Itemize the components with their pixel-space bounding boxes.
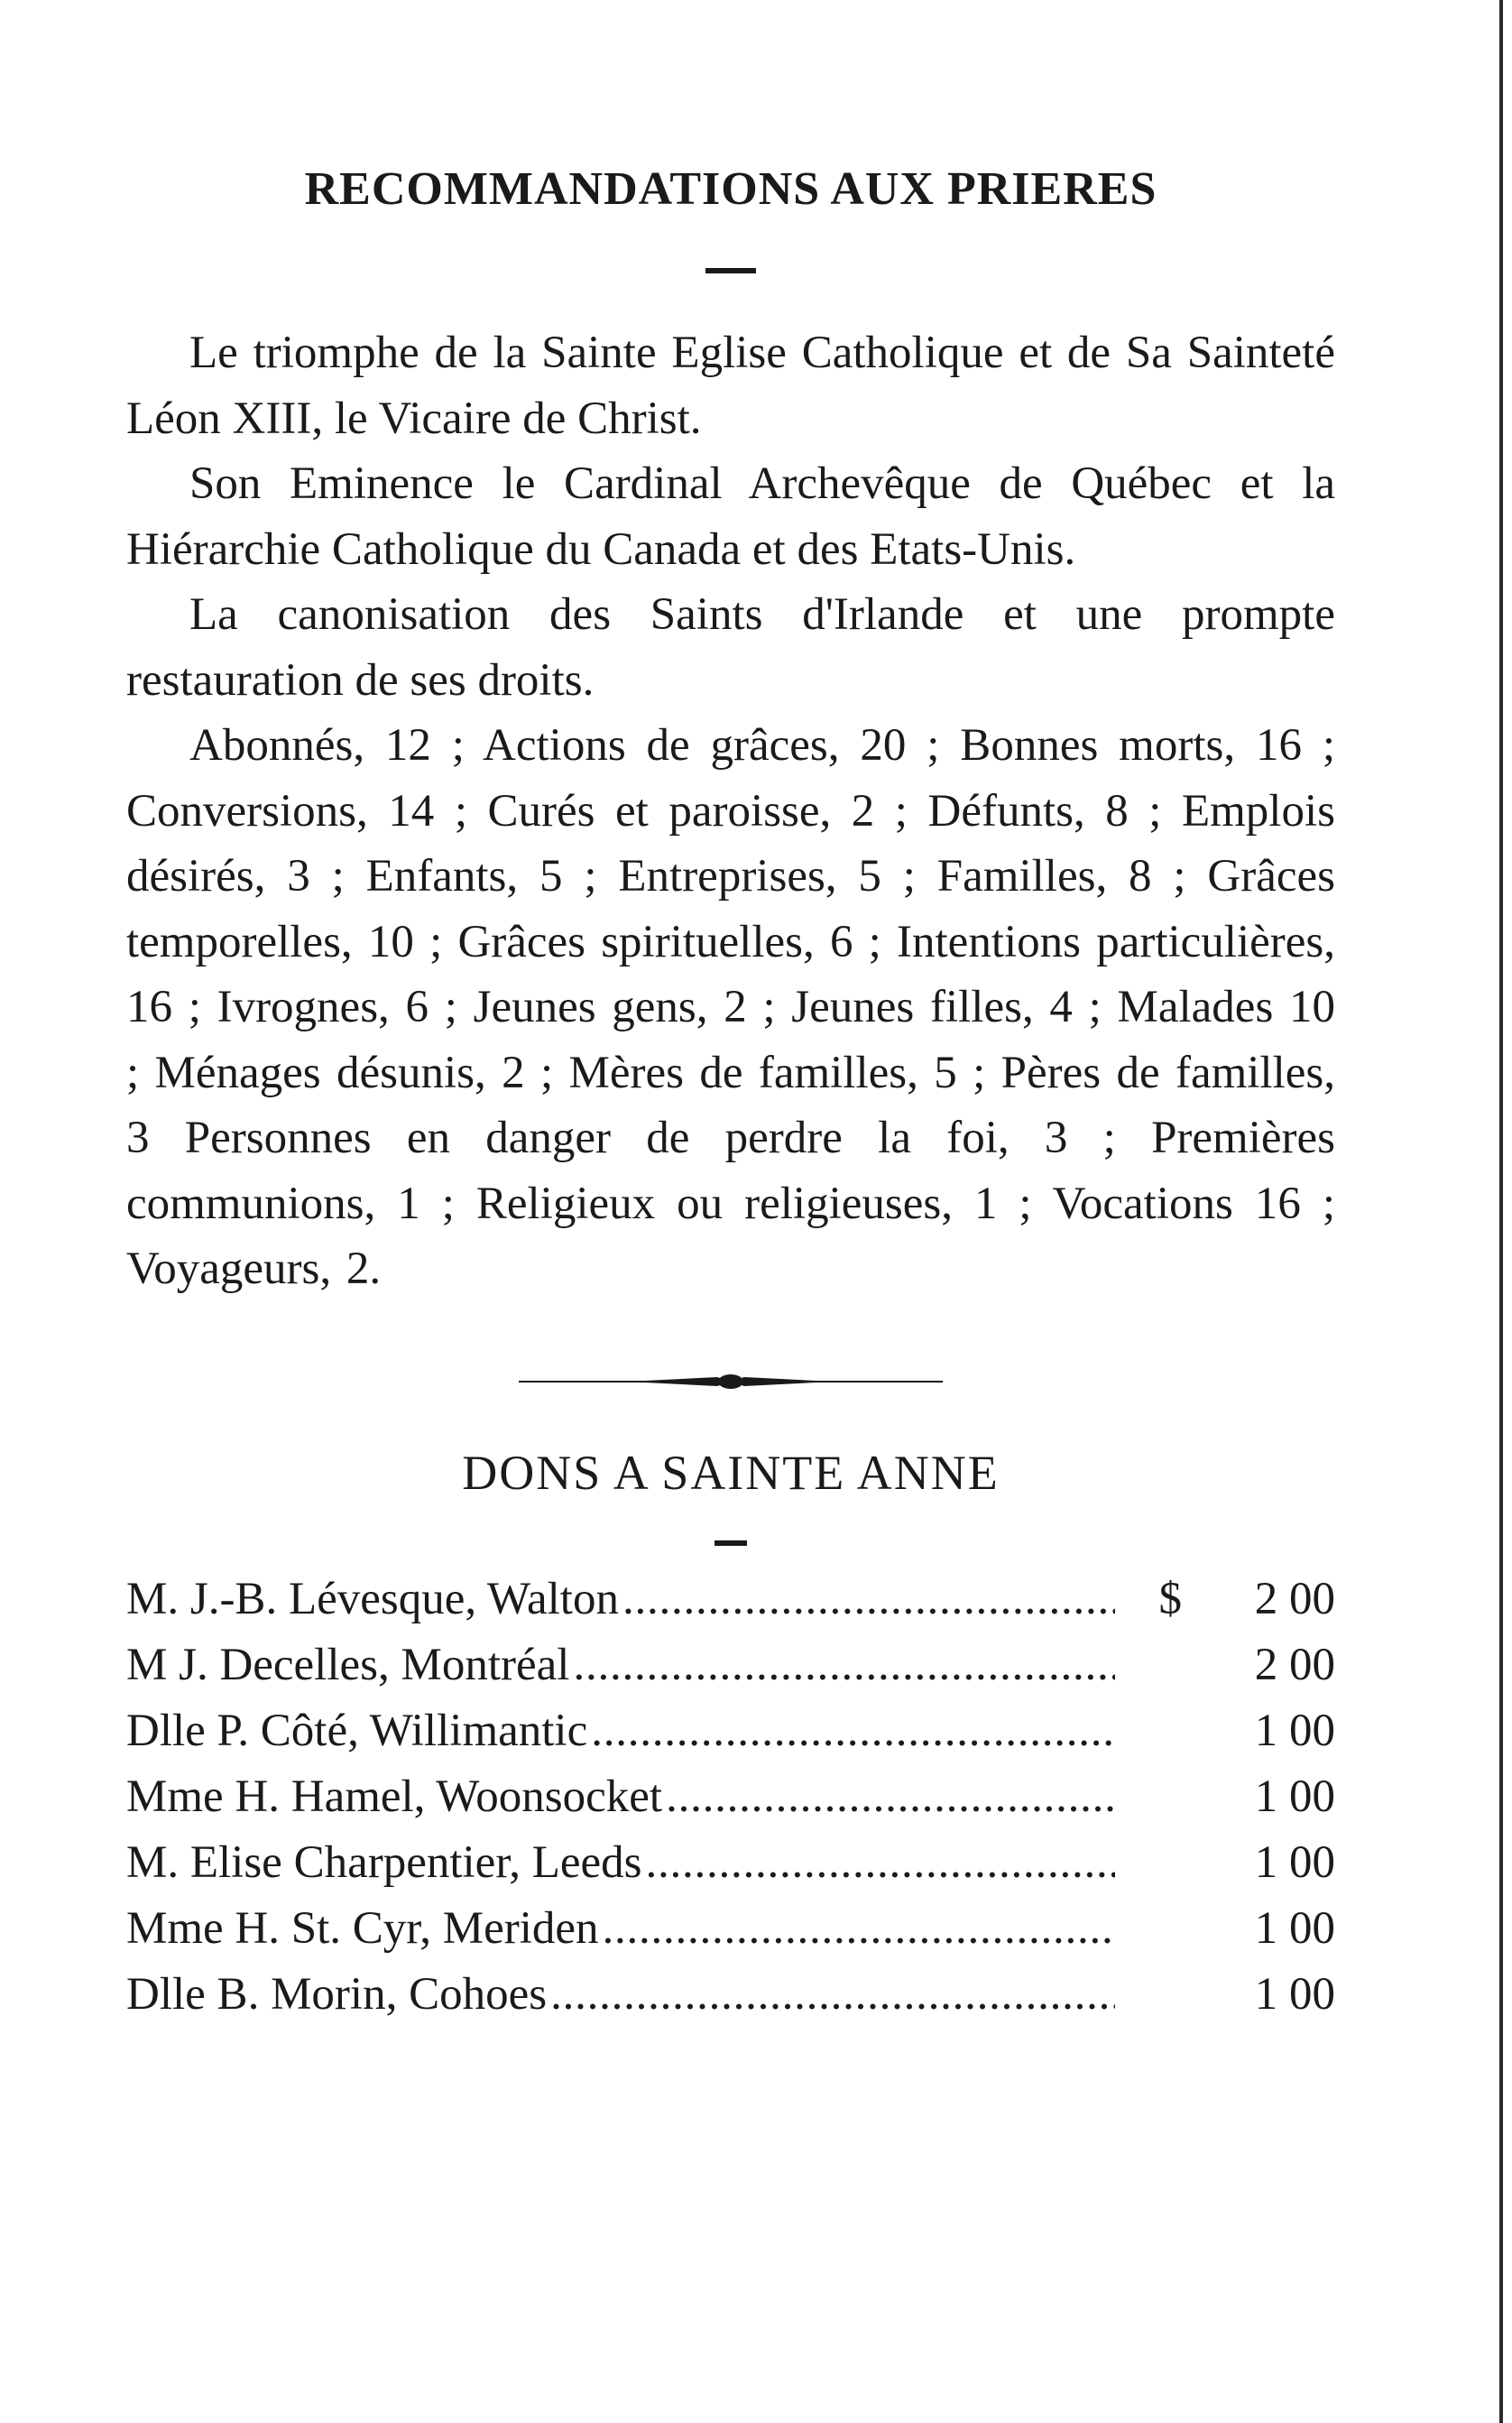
donation-amount: 1 00	[1254, 1705, 1335, 1756]
list-item	[126, 1705, 1335, 1771]
list-item	[126, 1968, 1335, 2034]
donation-amount: 1 00	[1254, 1836, 1335, 1888]
donor-name: M. Elise Charpentier, Leeds	[126, 1836, 642, 1888]
recommandations-title: RECOMMANDATIONS AUX PRIERES	[304, 163, 1157, 215]
donor-name: Dlle B. Morin, Cohoes	[126, 1968, 548, 2020]
donation-amount: 2 00	[1254, 1639, 1335, 1690]
list-item	[126, 1639, 1335, 1705]
donor-name: Mme H. St. Cyr, Meriden	[126, 1902, 599, 1954]
list-item	[126, 1771, 1335, 1836]
dons-title: DONS A SAINTE ANNE	[462, 1445, 1000, 1500]
page-margin-rule	[1499, 0, 1503, 2423]
donation-amount: 1 00	[1254, 1968, 1335, 2020]
donation-amount: 2 00	[1254, 1573, 1335, 1624]
dot-leader	[591, 1705, 1115, 1757]
dot-leader	[550, 1968, 1115, 2021]
paragraph-triomphe: Le triomphe de la Sainte Eglise Catholique et de Sa Sainteté Léon XIII, le Vicaire de Christ.	[126, 328, 1335, 444]
donation-amount: 1 00	[1254, 1902, 1335, 1954]
donor-name: M. J.-B. Lévesque, Walton	[126, 1573, 619, 1624]
list-item	[126, 1902, 1335, 1968]
document-page	[126, 162, 1335, 2034]
donor-name: Mme H. Hamel, Woonsocket	[126, 1771, 663, 1822]
dot-leader	[646, 1836, 1115, 1889]
dot-leader	[666, 1771, 1115, 1823]
dot-leader	[603, 1902, 1116, 1955]
title-dash-divider	[705, 268, 756, 273]
donation-amount: 1 00	[1254, 1771, 1335, 1822]
recommandations-section	[126, 320, 1335, 1302]
ornamental-rule-divider	[519, 1373, 943, 1391]
donor-name: Dlle P. Côté, Willimantic	[126, 1705, 588, 1756]
dot-leader	[573, 1639, 1115, 1691]
paragraph-irlande: La canonisation des Saints d'Irlande et une prompte restauration de ses droits.	[126, 589, 1335, 706]
paragraph-intentions-list: Abonnés, 12 ; Actions de grâces, 20 ; Bonnes morts, 16 ; Conversions, 14 ; Curés et paroisse, 2 ; Défunts, 8 ; Emplois désirés, 3 ; Enfants, 5 ; Entreprises, 5 ; Familles, 8 ; Grâces temporelles, 10 ; Grâces spirituelles, 6 ; Intentions particulières, 16 ; Ivrognes, 6 ; Jeunes gens, 2 ; Jeunes filles, 4 ; Malades 10 ; Ménages désunis, 2 ; Mères de familles, 5 ; Pères de familles, 3 Personnes en danger de perdre la foi, 3 ; Premières communions, 1 ; Religieux ou religieuses, 1 ; Vocations 16 ; Voyageurs, 2.	[126, 720, 1335, 1294]
dons-list	[126, 1573, 1335, 2034]
dons-dash-divider	[715, 1540, 747, 1546]
list-item	[126, 1836, 1335, 1902]
dot-leader	[622, 1573, 1115, 1625]
currency-symbol: $	[1158, 1573, 1182, 1624]
paragraph-cardinal: Son Eminence le Cardinal Archevêque de Québec et la Hiérarchie Catholique du Canada et des Etats-Unis.	[126, 458, 1335, 575]
donor-name: M J. Decelles, Montréal	[126, 1639, 570, 1690]
list-item	[126, 1573, 1335, 1639]
